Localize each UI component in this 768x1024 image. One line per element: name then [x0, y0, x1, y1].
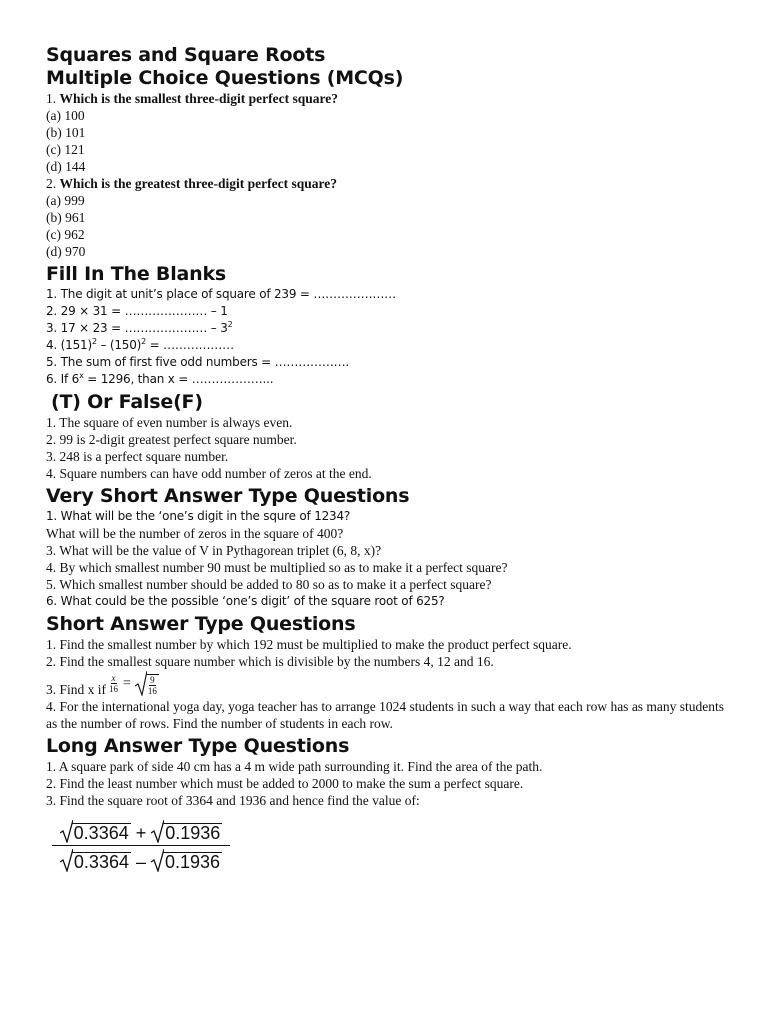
vshort-item: 3. What will be the value of V in Pythagorean triplet (6, 8, x)? — [46, 543, 382, 558]
square-root — [60, 848, 131, 872]
fraction-x-over-16 — [109, 673, 118, 694]
tf-item: 4. Square numbers can have odd number of zeros at the end. — [46, 466, 372, 481]
short-answer-heading: Short Answer Type Questions — [46, 613, 356, 635]
worksheet-content — [46, 44, 736, 872]
true-false-heading: (T) Or False(F) — [51, 391, 203, 413]
fill-item-2: 2. 29 × 31 = ………………… – 1 — [46, 304, 228, 318]
minus-sign: – — [135, 852, 146, 873]
exponent: 2 — [141, 337, 147, 346]
fraction-denominator: 16 — [147, 686, 157, 696]
long-item: 1. A square park of side 40 cm has a 4 m wide path surrounding it. Find the area of the path. — [46, 759, 543, 774]
short-item: 1. Find the smallest number by which 192 must be multiplied to make the product perfect square. — [46, 637, 572, 652]
mcq-option: (c) 962 — [46, 227, 85, 242]
square-root — [60, 819, 131, 843]
long-answer-heading: Long Answer Type Questions — [46, 735, 350, 757]
fill-item-6 — [46, 371, 736, 388]
fraction-numerator: 9 — [150, 675, 155, 685]
radicand: 0.3364 — [73, 823, 129, 843]
vshort-item: 5. Which smallest number should be added to 80 so as to make it a perfect square? — [46, 577, 492, 592]
long-item: 3. Find the square root of 3364 and 1936 and hence find the value of: — [46, 793, 420, 808]
fraction-bar — [52, 845, 230, 846]
fill-blanks-heading: Fill In The Blanks — [46, 263, 227, 285]
radicand-fraction — [146, 674, 159, 696]
short-item-3 — [46, 670, 736, 698]
radicand: 0.1936 — [165, 823, 221, 843]
fill-text: 3. 17 × 23 = ………………… – 3 — [46, 321, 228, 335]
fill-text: = 1296, than x = ………………... — [83, 372, 274, 386]
square-root — [151, 819, 222, 843]
radicand: 0.3364 — [73, 852, 129, 873]
fill-item-1: 1. The digit at unit’s place of square of 239 = ………………… — [46, 287, 396, 301]
formula-denominator — [60, 848, 222, 872]
fill-item-3 — [46, 320, 736, 337]
equals-sign: = — [123, 676, 131, 691]
question-text: Which is the smallest three-digit perfect square? — [59, 91, 338, 106]
mcq-question-2 — [46, 175, 736, 192]
radicand: 0.1936 — [165, 852, 221, 873]
page-title: Squares and Square Roots — [46, 44, 326, 66]
vshort-item: 4. By which smallest number 90 must be multiplied so as to make it a perfect square? — [46, 560, 508, 575]
short-item: 2. Find the smallest square number which is divisible by the numbers 4, 12 and 16. — [46, 654, 494, 669]
short-item-4: 4. For the international yoga day, yoga teacher has to arrange 1024 students in such a way that each row has as many students as the number of rows. Find the number of students in each row. — [46, 699, 725, 731]
fraction-numerator: x — [111, 673, 116, 683]
vshort-item: 6. What could be the possible ‘one’s digit’ of the square root of 625? — [46, 594, 445, 608]
tf-item: 1. The square of even number is always even. — [46, 415, 293, 430]
tf-item: 3. 248 is a perfect square number. — [46, 449, 229, 464]
exponent: 2 — [227, 320, 233, 329]
mcq-option: (a) 999 — [46, 193, 85, 208]
very-short-heading: Very Short Answer Type Questions — [46, 485, 410, 507]
mcq-heading: Multiple Choice Questions (MCQs) — [46, 67, 404, 89]
square-root — [151, 848, 222, 872]
tf-item: 2. 99 is 2-digit greatest perfect square number. — [46, 432, 297, 447]
mcq-option: (a) 100 — [46, 108, 85, 123]
mcq-option: (d) 144 — [46, 159, 86, 174]
fraction-denominator: 16 — [109, 684, 119, 694]
mcq-option: (b) 961 — [46, 210, 86, 225]
question-text: Which is the greatest three-digit perfect square? — [59, 176, 337, 191]
mcq-option: (c) 121 — [46, 142, 85, 157]
square-root — [135, 670, 159, 696]
vshort-item: 1. What will be the ‘one’s digit in the squre of 1234? — [46, 509, 351, 523]
formula-numerator — [60, 819, 223, 843]
mcq-option: (b) 101 — [46, 125, 86, 140]
exponent: x — [79, 371, 84, 380]
root-ratio-formula — [52, 819, 230, 872]
exponent: 2 — [91, 337, 97, 346]
long-item: 2. Find the least number which must be added to 2000 to make the sum a perfect square. — [46, 776, 524, 791]
mcq-option: (d) 970 — [46, 244, 86, 259]
mcq-question-1 — [46, 90, 736, 107]
question-number: 2. — [46, 176, 57, 191]
fill-text: = ……………… — [146, 338, 234, 352]
fill-text: 4. (151) — [46, 338, 92, 352]
fill-item-4 — [46, 337, 736, 354]
fill-item-5: 5. The sum of first five odd numbers = ………………. — [46, 355, 350, 369]
question-number: 1. — [46, 91, 57, 106]
find-x-prefix: 3. Find x if — [46, 682, 107, 697]
fill-text: – (150) — [96, 338, 142, 352]
fill-text: 6. If 6 — [46, 372, 80, 386]
plus-sign: + — [135, 823, 147, 843]
vshort-item: What will be the number of zeros in the square of 400? — [46, 526, 344, 541]
